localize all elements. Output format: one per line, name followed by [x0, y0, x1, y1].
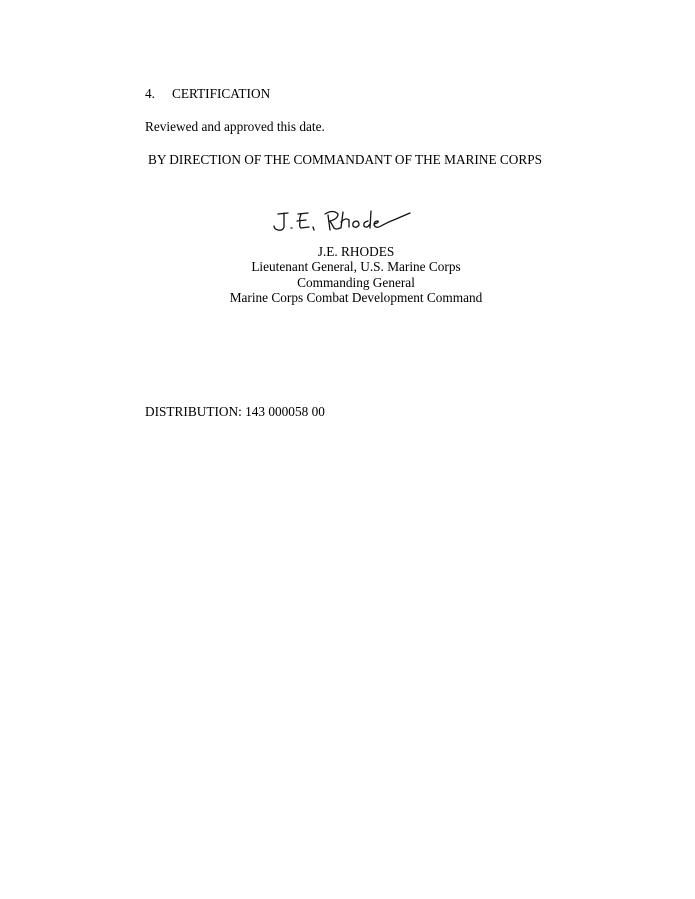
signer-title: Commanding General [297, 274, 415, 290]
signer-name: J.E. RHODES [317, 244, 395, 259]
section-number: 4. [145, 86, 155, 101]
signer-rank: Lieutenant General, U.S. Marine Corps [251, 259, 461, 275]
section-title: CERTIFICATION [172, 86, 271, 101]
signer-command: Marine Corps Combat Development Command [229, 289, 483, 305]
direction-statement: BY DIRECTION OF THE COMMANDANT OF THE MARINE CORPS [148, 152, 543, 167]
signature-block [200, 244, 512, 305]
handwritten-signature [268, 200, 428, 236]
section-heading [145, 86, 270, 102]
distribution-line: DISTRIBUTION: 143 000058 00 [145, 404, 325, 419]
approval-statement: Reviewed and approved this date. [145, 119, 325, 134]
